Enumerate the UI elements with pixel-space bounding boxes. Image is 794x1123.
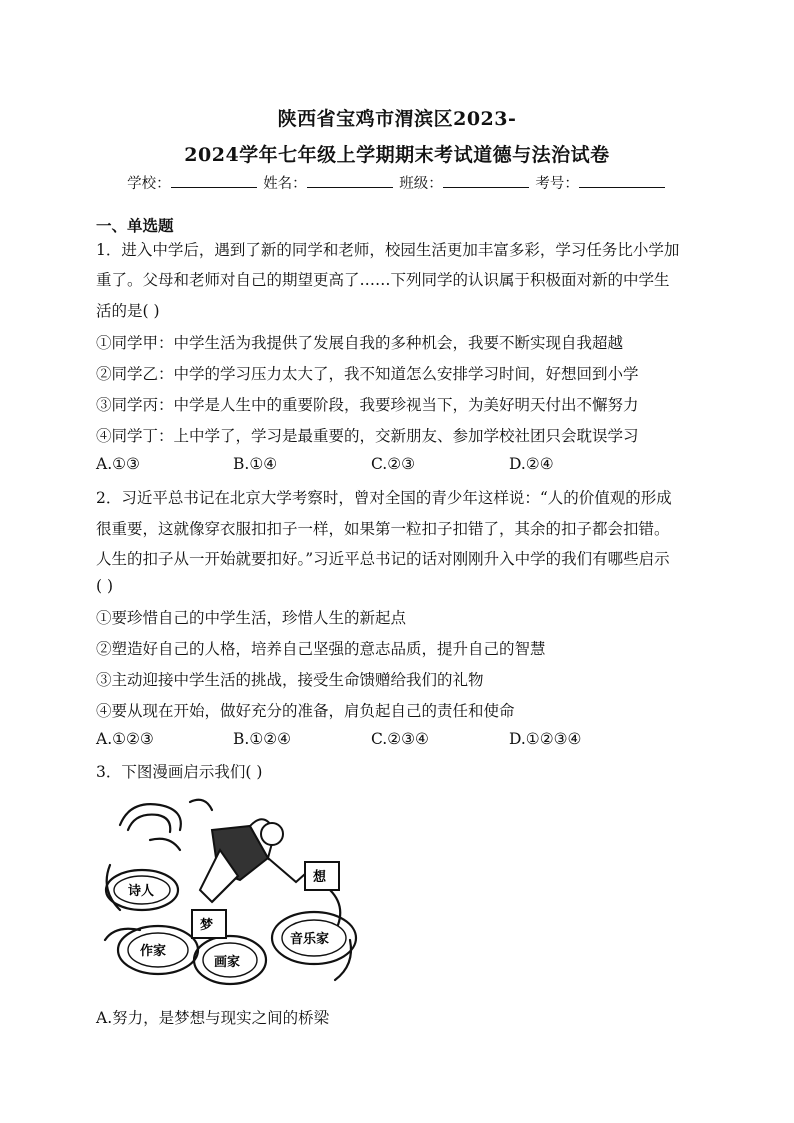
q2-item: ③主动迎接中学生活的挑战，接受生命馈赠给我们的礼物 bbox=[96, 671, 484, 689]
cartoon-label-poet: 诗人 bbox=[128, 884, 155, 899]
q2-stem-line: ( ) bbox=[96, 577, 114, 595]
section-title: 一、单选题 bbox=[96, 216, 174, 235]
q3-cartoon bbox=[100, 790, 360, 995]
name-label: 姓名： bbox=[263, 176, 307, 192]
school-label: 学校： bbox=[127, 176, 171, 192]
q2-option-b[interactable]: B.①②④ bbox=[233, 730, 292, 748]
cartoon-label-writer: 作家 bbox=[140, 944, 167, 959]
q1-item: ②同学乙：中学的学习压力太大了，我不知道怎么安排学习时间，好想回到小学 bbox=[96, 365, 639, 383]
q2-stem-line: 2．习近平总书记在北京大学考察时，曾对全国的青少年这样说：“人的价值观的形成 bbox=[96, 489, 672, 507]
q3-option-a[interactable]: A.努力，是梦想与现实之间的桥梁 bbox=[96, 1009, 330, 1027]
q2-stem-line: 人生的扣子从一开始就要扣好。”习近平总书记的话对刚刚升入中学的我们有哪些启示 bbox=[96, 550, 670, 568]
q2-item: ④要从现在开始，做好充分的准备，肩负起自己的责任和使命 bbox=[96, 702, 515, 720]
class-label: 班级： bbox=[399, 176, 443, 192]
q2-item: ②塑造好自己的人格，培养自己坚强的意志品质，提升自己的智慧 bbox=[96, 640, 546, 658]
q1-stem-line: 活的是( ) bbox=[96, 302, 160, 320]
number-label: 考号： bbox=[535, 176, 579, 192]
exam-title-line1: 陕西省宝鸡市渭滨区2023- bbox=[277, 108, 517, 130]
q1-item: ③同学丙：中学是人生中的重要阶段，我要珍视当下，为美好明天付出不懈努力 bbox=[96, 396, 639, 414]
school-blank[interactable] bbox=[171, 173, 257, 188]
student-info-row bbox=[0, 172, 794, 193]
class-blank[interactable] bbox=[443, 173, 529, 188]
q1-option-b[interactable]: B.①④ bbox=[233, 455, 278, 473]
cartoon-label-dream: 梦 bbox=[200, 918, 214, 933]
q1-stem-line: 重了。父母和老师对自己的期望更高了……下列同学的认识属于积极面对新的中学生 bbox=[96, 271, 670, 289]
q1-option-d[interactable]: D.②④ bbox=[509, 455, 554, 473]
q2-option-d[interactable]: D.①②③④ bbox=[509, 730, 582, 748]
cartoon-illustration bbox=[100, 790, 360, 995]
q3-stem: 3．下图漫画启示我们( ) bbox=[96, 763, 263, 781]
q1-item: ④同学丁：上中学了，学习是最重要的，交新朋友、参加学校社团只会耽误学习 bbox=[96, 427, 639, 445]
name-blank[interactable] bbox=[307, 173, 393, 188]
q1-item: ①同学甲：中学生活为我提供了发展自我的多种机会，我要不断实现自我超越 bbox=[96, 334, 624, 352]
q2-option-a[interactable]: A.①②③ bbox=[96, 730, 154, 748]
q1-option-c[interactable]: C.②③ bbox=[371, 455, 416, 473]
number-blank[interactable] bbox=[579, 173, 665, 188]
cartoon-label-think: 想 bbox=[313, 870, 327, 885]
exam-title-line2: 2024学年七年级上学期期末考试道德与法治试卷 bbox=[184, 144, 610, 166]
cartoon-label-musician: 音乐家 bbox=[290, 932, 330, 947]
q2-stem-line: 很重要，这就像穿衣服扣扣子一样，如果第一粒扣子扣错了，其余的扣子都会扣错。 bbox=[96, 520, 670, 538]
q1-option-a[interactable]: A.①③ bbox=[96, 455, 140, 473]
q2-item: ①要珍惜自己的中学生活，珍惜人生的新起点 bbox=[96, 609, 407, 627]
q2-option-c[interactable]: C.②③④ bbox=[371, 730, 429, 748]
q1-stem-line: 1．进入中学后，遇到了新的同学和老师，校园生活更加丰富多彩，学习任务比小学加 bbox=[96, 241, 680, 259]
cartoon-label-painter: 画家 bbox=[214, 955, 241, 970]
diving-figure bbox=[200, 819, 305, 902]
